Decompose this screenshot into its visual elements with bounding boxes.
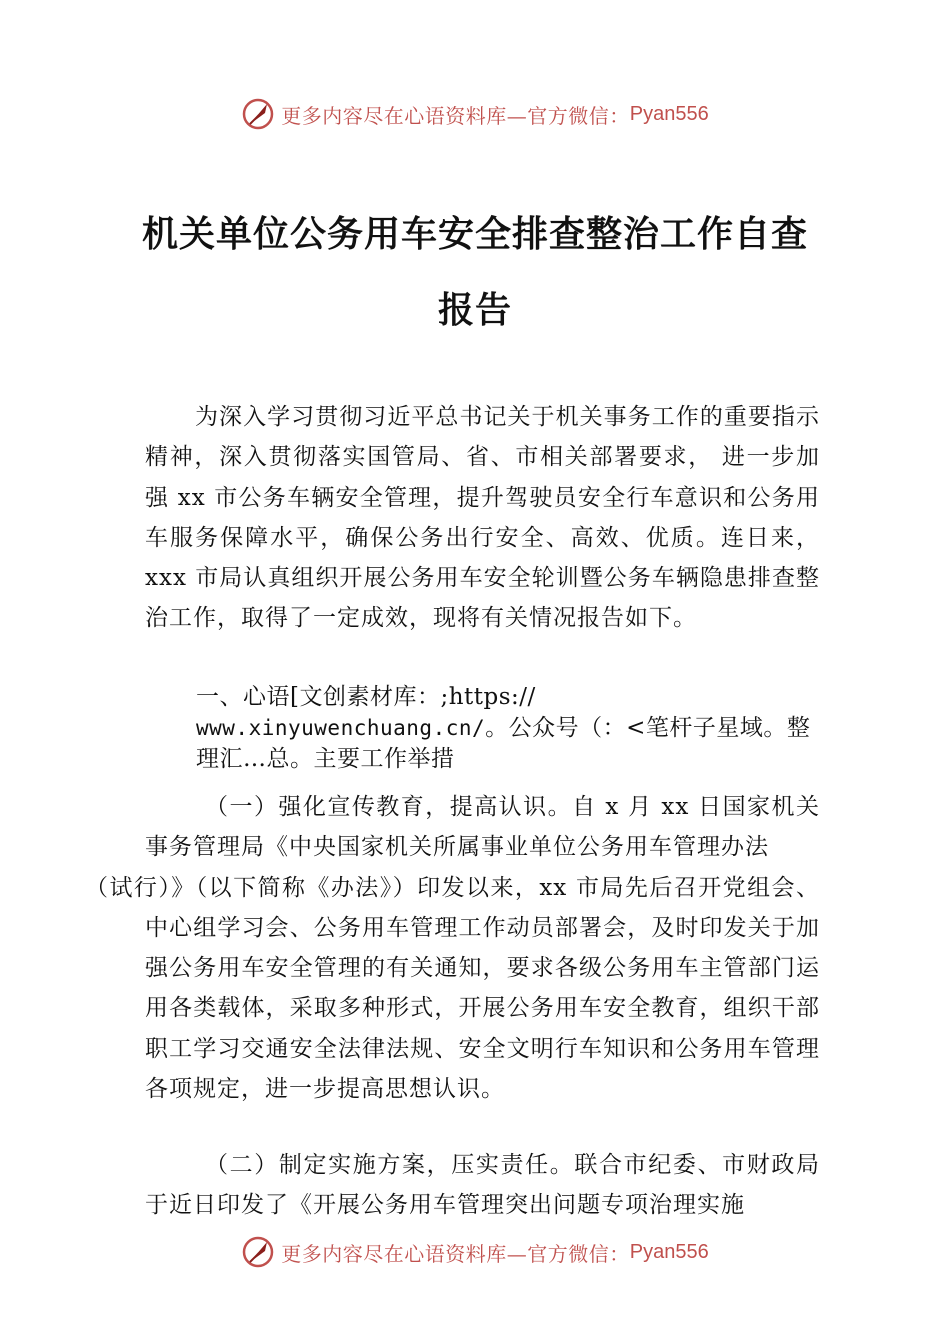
watermark-wechat-id: Pyan556 [629, 1240, 709, 1263]
watermark-banner-top [0, 94, 950, 134]
watermark-wechat-id: Pyan556 [629, 102, 709, 125]
watermark-banner-bottom [0, 1232, 950, 1272]
document-title-line1: 机关单位公务用车安全排查整治工作自查 [141, 213, 808, 255]
section-heading-1 [196, 682, 826, 775]
subsection-1-first-part: （一）强化宣传教育，提高认识。自 x 月 xx 日国家机关事务管理局《中央国家机关所属事业单位公务用车管理办法 [145, 794, 820, 861]
watermark-text: 更多内容尽在心语资料库—官方微信： [281, 103, 630, 128]
document-title-line2: 报告 [437, 289, 512, 331]
subsection-2-paragraph: （二）制定实施方案，压实责任。联合市纪委、市财政局于近日印发了《开展公务用车管理突出问题专项治理实施 [145, 1152, 820, 1219]
section-heading-1-url: www.xinyuwenchuang.cn/ [196, 716, 486, 740]
quill-logo-icon [241, 97, 275, 131]
section-heading-1-suffix: 。公众号（：<笔杆子星域。整理汇…总。主要工作举措 [196, 715, 811, 772]
section-heading-1-prefix: 一、心语[文创素材库：;https:// [196, 684, 536, 710]
subsection-1-second-part: （试行）》（以下简称《办法》）印发以来，xx 市局先后召开党组会、中心组学习会、公务用车管理工作动员部署会，及时印发关于加强公务用车安全管理的有关通知，要求各级公务用车主管部门运用各类载体，采取多种形式，开展公务用车安全教育，组织干部职工学习交通安全法律法规、安全文明行车知识和公务用车管理各项规定，进一步提高思想认识。 [85, 874, 820, 1103]
quill-logo-icon [241, 1235, 275, 1269]
subsection-1-paragraph [85, 787, 820, 1109]
intro-paragraph: 为深入学习贯彻习近平总书记关于机关事务工作的重要指示精神，深入贯彻落实国管局、省、市相关部署要求， 进一步加强 xx 市公务车辆安全管理，提升驾驶员安全行车意识和公务用车服务保障水平，确保公务出行安全、高效、优质。连日来，xxx 市局认真组织开展公务用车安全轮训暨公务车辆隐患排查整治工作，取得了一定成效，现将有关情况报告如下。 [145, 404, 820, 632]
watermark-text: 更多内容尽在心语资料库—官方微信： [281, 1241, 630, 1266]
